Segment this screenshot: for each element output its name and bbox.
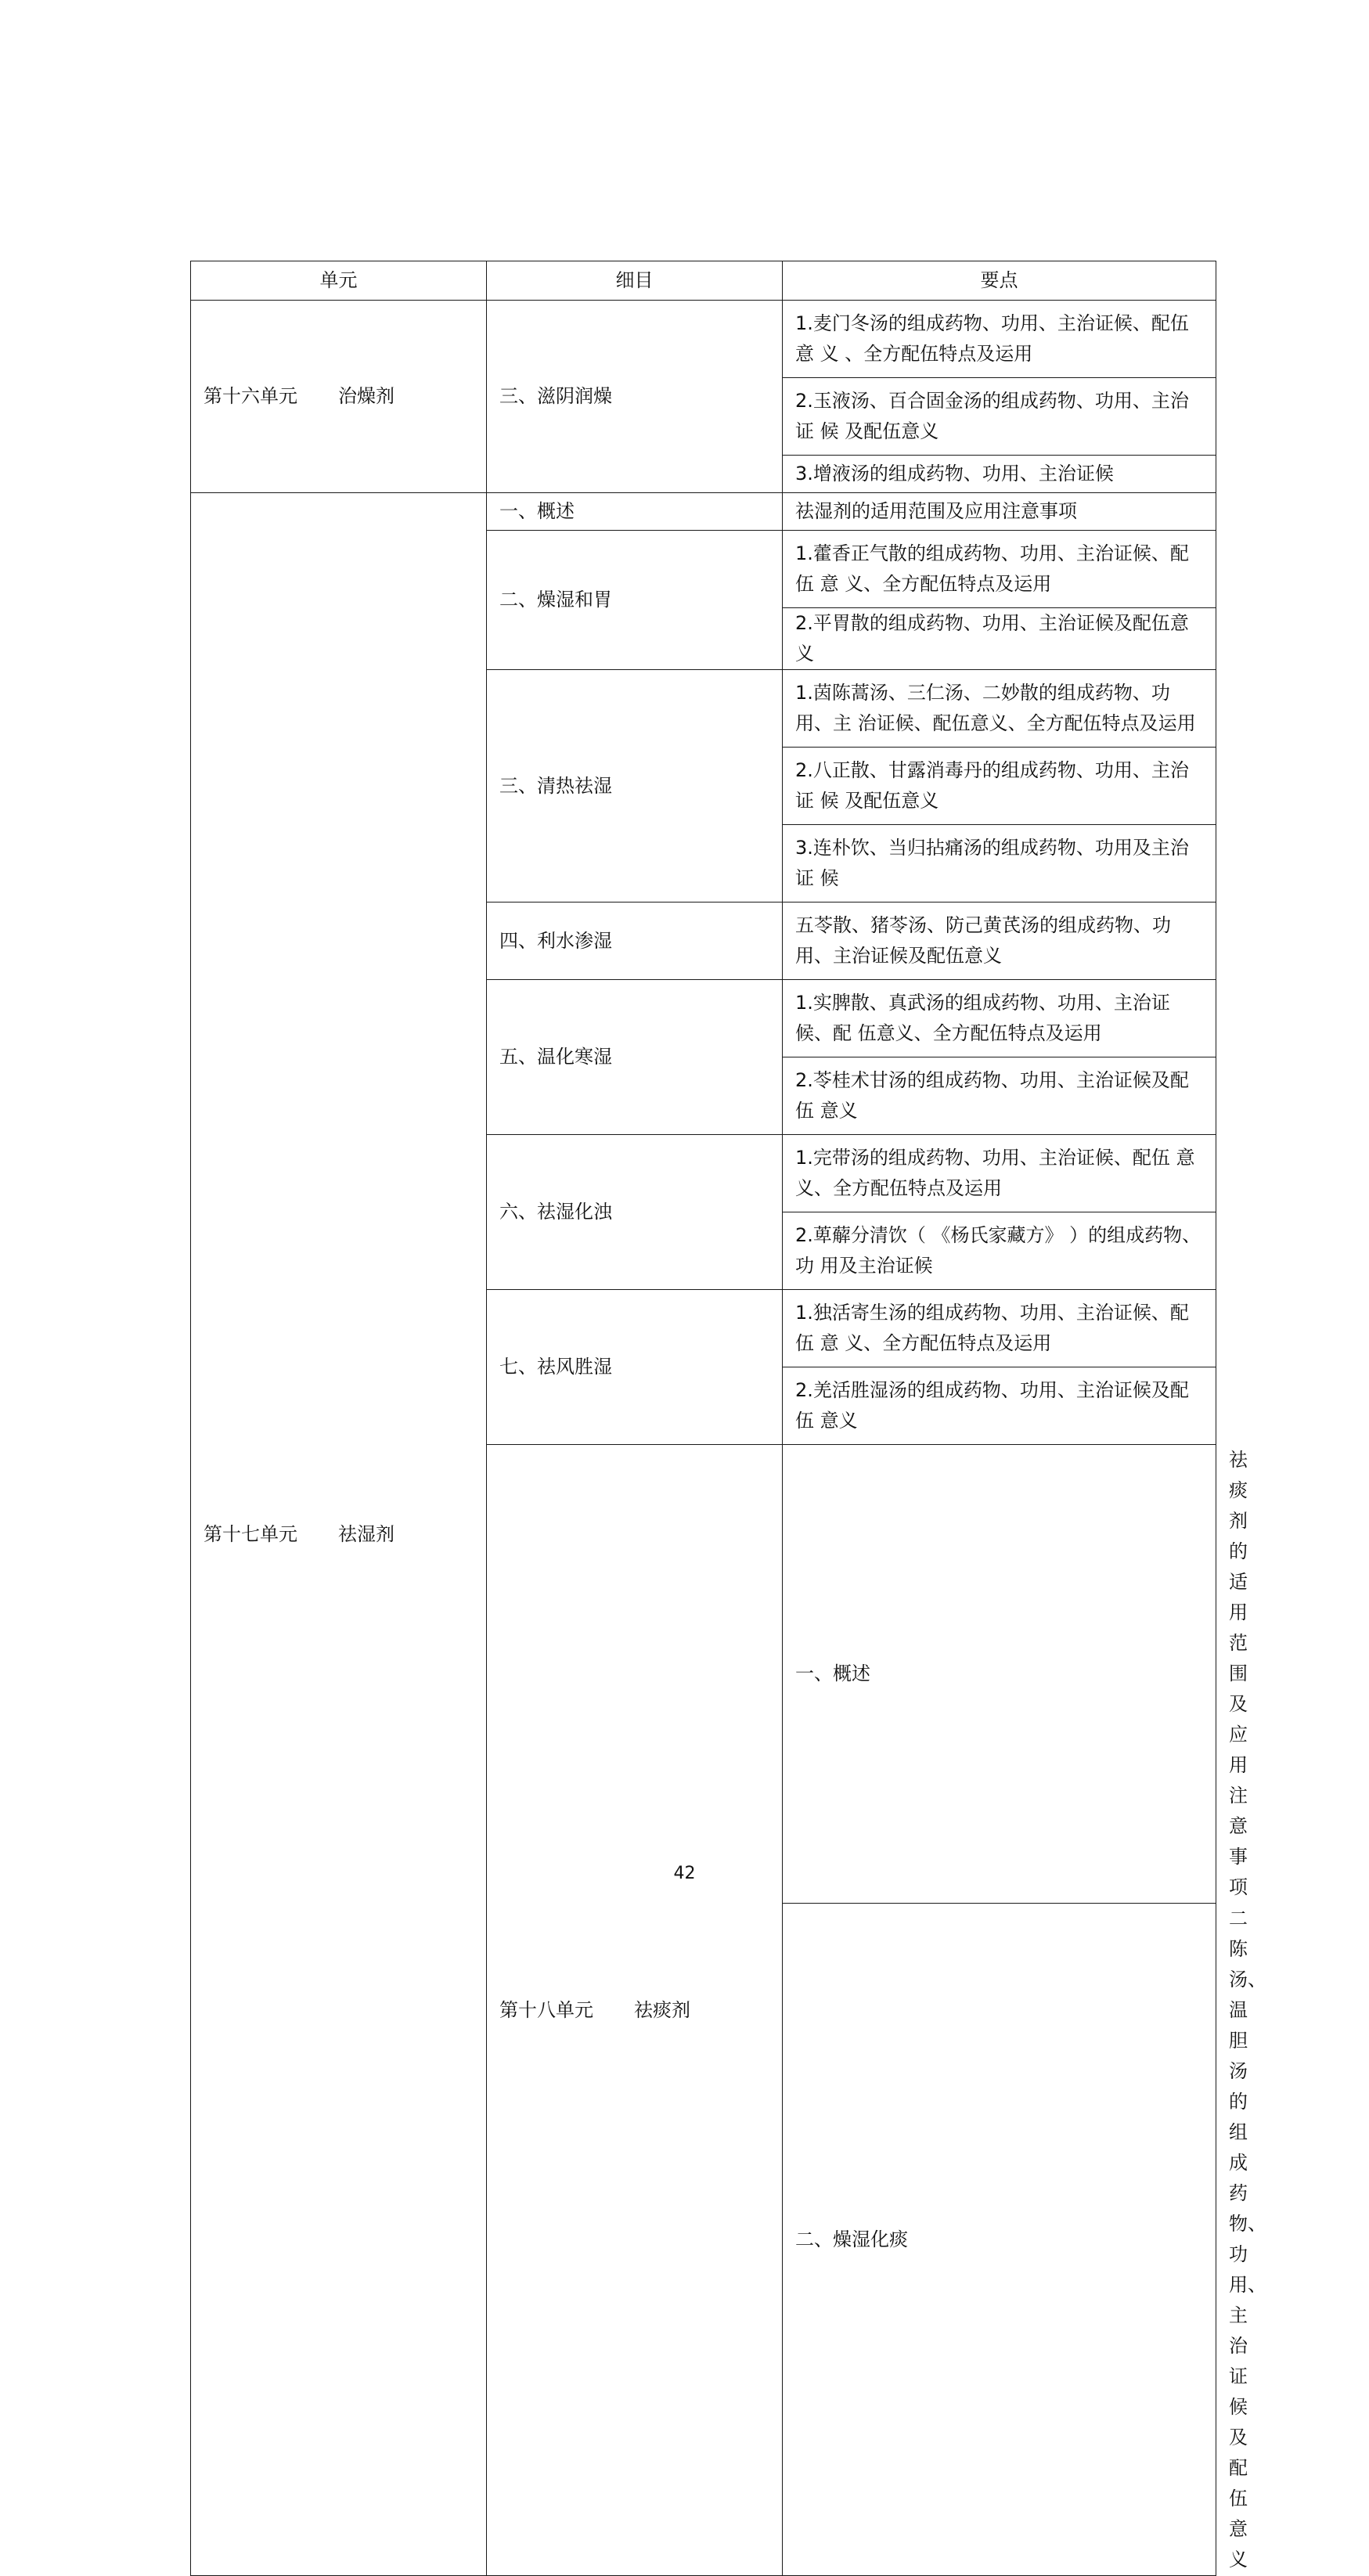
table-row: 第十八单元 祛痰剂 一、概述 祛痰剂的适用范围及应用注意事项 [191,1445,1216,1904]
point-cell: 祛湿剂的适用范围及应用注意事项 [783,493,1216,531]
item-cell: 五、温化寒湿 [487,980,783,1135]
unit-number: 第十八单元 [499,1998,593,2021]
unit-cell [191,301,487,493]
point-cell: 3.连朴饮、当归拈痛汤的组成药物、功用及主治证 候 [783,825,1216,903]
point-cell: 1.麦门冬汤的组成药物、功用、主治证候、配伍意 义 、全方配伍特点及运用 [783,301,1216,378]
header-point: 要点 [783,261,1216,301]
point-cell: 1.藿香正气散的组成药物、功用、主治证候、配伍 意 义、全方配伍特点及运用 [783,531,1216,608]
point-cell: 2.萆薢分清饮（ 《杨氏家藏方》 ）的组成药物、 功 用及主治证候 [783,1212,1216,1290]
unit-number: 第十七单元 [204,1522,297,1545]
item-cell: 六、祛湿化浊 [487,1135,783,1290]
item-cell: 三、清热祛湿 [487,670,783,903]
unit-cell [191,493,487,2576]
unit-cell [487,1445,783,2576]
header-item: 细目 [487,261,783,301]
point-cell: 1.实脾散、真武汤的组成药物、功用、主治证候、配 伍意义、全方配伍特点及运用 [783,980,1216,1057]
item-cell: 一、概述 [487,493,783,531]
point-cell: 2.苓桂术甘汤的组成药物、功用、主治证候及配伍 意义 [783,1057,1216,1135]
point-cell: 五苓散、猪苓汤、防己黄芪汤的组成药物、功 用、主治证候及配伍意义 [783,903,1216,980]
point-cell: 3.增液汤的组成药物、功用、主治证候 [783,456,1216,493]
page-number: 42 [673,1864,696,1883]
unit-number: 第十六单元 [204,385,297,407]
table-row: 二、燥湿化痰 二陈汤、温胆汤的组成药物、功用、主治证候 及 配伍意义 [191,1904,1216,2576]
point-cell: 2.八正散、甘露消毒丹的组成药物、功用、主治证 候 及配伍意义 [783,748,1216,825]
item-cell: 四、利水渗湿 [487,903,783,980]
item-cell: 二、燥湿和胃 [487,531,783,670]
unit-name: 祛痰剂 [634,1998,690,2021]
item-cell: 二、燥湿化痰 [783,1904,1216,2576]
table-row [191,301,1216,378]
header-unit: 单元 [191,261,487,301]
point-cell: 1.独活寄生汤的组成药物、功用、主治证候、配伍 意 义、全方配伍特点及运用 [783,1290,1216,1367]
point-cell: 1.完带汤的组成药物、功用、主治证候、配伍 意 义、全方配伍特点及运用 [783,1135,1216,1212]
table-row [191,493,1216,531]
syllabus-table [190,261,1266,2576]
point-cell: 2.玉液汤、百合固金汤的组成药物、功用、主治证 候 及配伍意义 [783,378,1216,456]
item-cell: 七、祛风胜湿 [487,1290,783,1445]
point-cell: 2.羌活胜湿汤的组成药物、功用、主治证候及配伍 意义 [783,1367,1216,1445]
point-cell: 2.平胃散的组成药物、功用、主治证候及配伍意义 [783,608,1216,670]
table-header-row [191,261,1216,301]
unit-name: 治燥剂 [338,385,394,407]
point-cell: 1.茵陈蒿汤、三仁汤、二妙散的组成药物、功用、主 治证候、配伍意义、全方配伍特点及运用 [783,670,1216,748]
item-cell: 一、概述 [783,1445,1216,1904]
item-cell: 三、滋阴润燥 [487,301,783,493]
unit-name: 祛湿剂 [338,1522,394,1545]
